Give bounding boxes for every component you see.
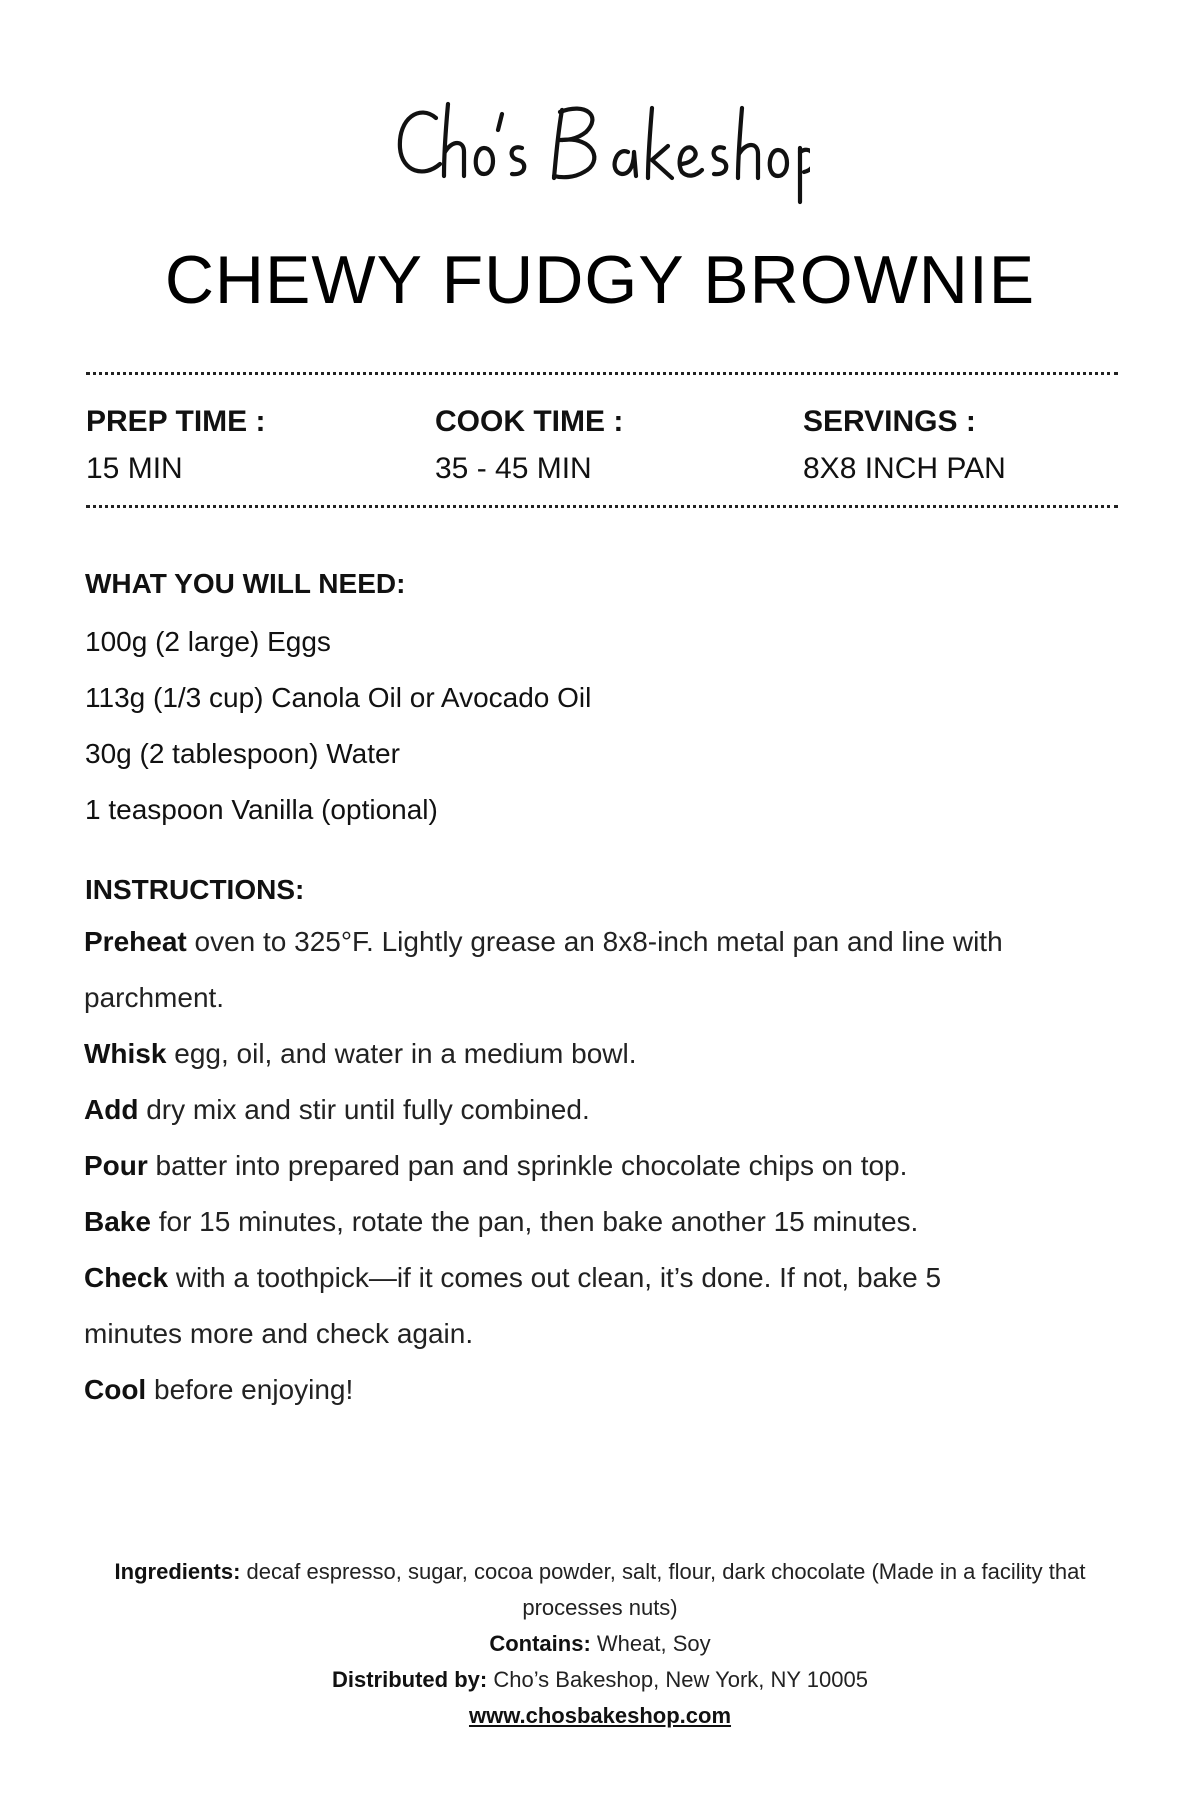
brand-logo (0, 96, 1200, 206)
step-text: batter into prepared pan and sprinkle chocolate chips on top. (147, 1150, 908, 1181)
servings-value: 8X8 INCH PAN (803, 452, 1006, 485)
prep-time-value: 15 MIN (86, 452, 183, 485)
footer-ingredients (110, 1554, 1090, 1626)
step-item (84, 1362, 1044, 1418)
footer-website-row (110, 1698, 1090, 1734)
contains-text: Wheat, Soy (590, 1631, 711, 1656)
step-text: egg, oil, and water in a medium bowl. (166, 1038, 637, 1069)
step-text: for 15 minutes, rotate the pan, then bake another 15 minutes. (150, 1206, 919, 1237)
cook-time (435, 402, 623, 489)
footer-contains (110, 1626, 1090, 1662)
recipe-title: CHEWY FUDGY BROWNIE (164, 242, 1036, 318)
step-item (84, 1194, 1044, 1250)
divider-bottom (86, 505, 1118, 508)
step-verb: Add (84, 1094, 139, 1125)
servings (803, 402, 1006, 489)
ingredients-text: decaf espresso, sugar, cocoa powder, salt, flour, dark chocolate (Made in a facility that processes nuts) (240, 1559, 1086, 1620)
step-item (84, 1026, 1044, 1082)
distributed-text: Cho’s Bakeshop, New York, NY 10005 (487, 1667, 868, 1692)
step-item (84, 1138, 1044, 1194)
prep-time-label: PREP TIME : (86, 405, 266, 438)
divider-top (86, 372, 1118, 375)
step-verb: Preheat (84, 926, 187, 957)
needs-heading: WHAT YOU WILL NEED: (85, 568, 406, 599)
cook-time-value: 35 - 45 MIN (435, 452, 592, 485)
step-verb: Whisk (84, 1038, 167, 1069)
bakeshop-logo-icon (390, 96, 810, 206)
step-text: with a toothpick—if it comes out clean, it’s done. If not, bake 5 minutes more and check again. (84, 1262, 942, 1349)
instructions-list (84, 914, 1044, 1418)
footer-distributed (110, 1662, 1090, 1698)
step-item (84, 914, 1044, 1026)
list-item: 100g (2 large) Eggs (85, 626, 331, 657)
step-verb: Pour (84, 1150, 148, 1181)
step-text: before enjoying! (146, 1374, 354, 1405)
distributed-label: Distributed by: (331, 1667, 488, 1692)
list-item: 30g (2 tablespoon) Water (85, 738, 400, 769)
website-link[interactable]: www.chosbakeshop.com (468, 1703, 732, 1728)
instructions-heading: INSTRUCTIONS: (85, 874, 305, 905)
step-verb: Cool (84, 1374, 147, 1405)
cook-time-label: COOK TIME : (435, 405, 624, 438)
footer (110, 1554, 1090, 1734)
step-item (84, 1082, 1044, 1138)
step-text: oven to 325°F. Lightly grease an 8x8-inch metal pan and line with parchment. (84, 926, 1003, 1013)
servings-label: SERVINGS : (803, 405, 976, 438)
step-verb: Bake (84, 1206, 151, 1237)
contains-label: Contains: (489, 1631, 591, 1656)
list-item: 113g (1/3 cup) Canola Oil or Avocado Oil (85, 682, 592, 713)
step-text: dry mix and stir until fully combined. (138, 1094, 590, 1125)
needs-list (85, 614, 591, 838)
list-item: 1 teaspoon Vanilla (optional) (85, 794, 438, 825)
step-verb: Check (84, 1262, 169, 1293)
step-item (84, 1250, 1044, 1362)
ingredients-label: Ingredients: (114, 1559, 241, 1584)
prep-time (86, 402, 265, 489)
